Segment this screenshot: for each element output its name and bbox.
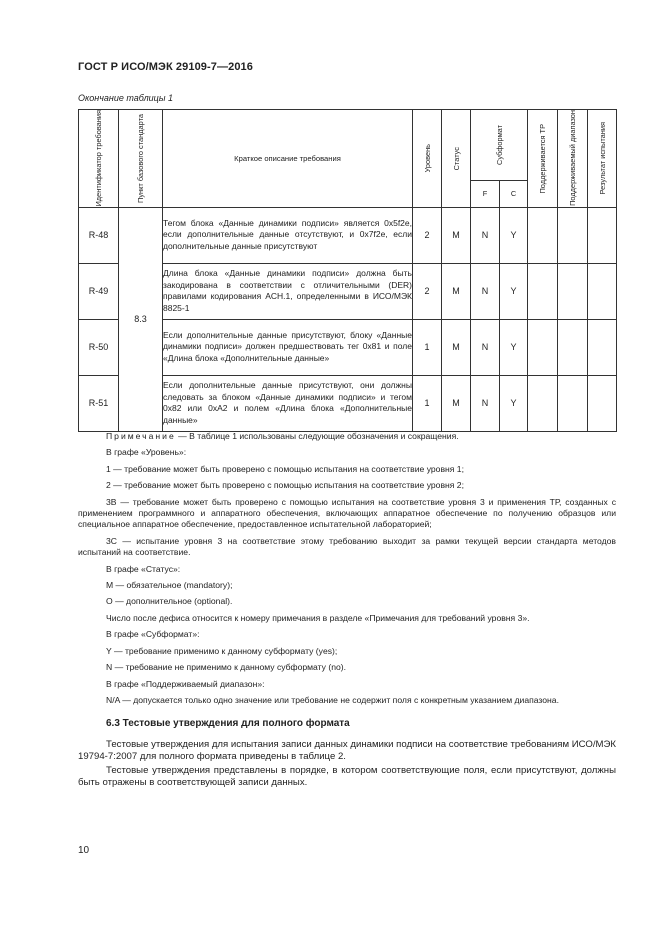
- row-status: M: [442, 319, 471, 375]
- header-level: Уровень: [413, 110, 442, 208]
- row-level: 1: [413, 319, 442, 375]
- row-subformat-f: N: [471, 375, 500, 431]
- requirements-table: [78, 109, 617, 432]
- header-result: Результат испытания: [588, 110, 617, 208]
- note-status-heading: В графе «Статус»:: [106, 563, 181, 574]
- header-subformat: Субформат: [471, 110, 528, 181]
- header-subformat-c: C: [500, 180, 528, 207]
- note-subformat-heading: В графе «Субформат»:: [106, 629, 200, 640]
- note-intro: [78, 431, 616, 442]
- row-description: Если дополнительные данные присутствуют, они должны следовать за блоком «Данные динамики подписи» и тегом 0x82 или 0xA2 и полем «Длина блока «Дополнительные данные»: [163, 375, 413, 431]
- row-id: R-48: [79, 207, 119, 263]
- note-hyphen: Число после дефиса относится к номеру примечания в разделе «Примечания для требований уровня 3».: [106, 612, 530, 623]
- note-subformat-n: N — требование не применимо к данному субформату (no).: [106, 662, 347, 673]
- row-supported-range: [558, 319, 588, 375]
- header-clause: Пункт базового стандарта: [119, 110, 163, 208]
- row-description: Длина блока «Данные динамики подписи» должна быть закодирована в соответствии с отличительными (DER) правилами кодирования ACH.1, определенными в ИСО/МЭК 8825-1: [163, 263, 413, 319]
- note-level-3c: 3С — испытание уровня 3 на соответствие этому требованию выходит за рамки текущей версии стандарта методов испытаний на соответствие.: [78, 535, 616, 558]
- row-subformat-c: Y: [500, 375, 528, 431]
- row-supported-range: [558, 375, 588, 431]
- row-subformat-c: Y: [500, 207, 528, 263]
- note-status-m: М — обязательное (mandatory);: [106, 580, 233, 591]
- row-subformat-c: Y: [500, 319, 528, 375]
- row-result: [588, 207, 617, 263]
- row-level: 1: [413, 375, 442, 431]
- row-status: M: [442, 375, 471, 431]
- row-supported-tr: [528, 263, 558, 319]
- row-result: [588, 263, 617, 319]
- note-range-heading: В графе «Поддерживаемый диапазон»:: [106, 678, 265, 689]
- header-supported-range: Поддерживаемый диапазон: [558, 110, 588, 208]
- row-subformat-f: N: [471, 207, 500, 263]
- row-supported-tr: [528, 375, 558, 431]
- row-id: R-51: [79, 375, 119, 431]
- header-description: Краткое описание требования: [163, 110, 413, 208]
- note-level-2: 2 — требование может быть проверено с помощью испытания на соответствие уровня 2;: [106, 480, 464, 491]
- row-status: M: [442, 207, 471, 263]
- header-subformat-f: F: [471, 180, 500, 207]
- row-supported-tr: [528, 319, 558, 375]
- row-supported-range: [558, 207, 588, 263]
- header-supported-tr: Поддерживается ТР: [528, 110, 558, 208]
- row-level: 2: [413, 207, 442, 263]
- row-id: R-49: [79, 263, 119, 319]
- note-range-na: N/A — допускается только одно значение или требование не содержит поля с конкретным указанием диапазона.: [106, 694, 559, 705]
- section-paragraph-2: Тестовые утверждения представлены в порядке, в котором соответствующие поля, если присутствуют, должны быть отражены в соответствующей записи данных.: [78, 765, 616, 788]
- row-description: Тегом блока «Данные динамики подписи» является 0x5f2e, если дополнительные данные отсутствуют, и 0x7f2e, если дополнительные данные присутствуют: [163, 207, 413, 263]
- header-status: Статус: [442, 110, 471, 208]
- note-subformat-y: Y — требование применимо к данному субформату (yes);: [106, 645, 338, 656]
- table-row: [79, 207, 617, 263]
- table-caption: Окончание таблицы 1: [78, 93, 173, 103]
- note-intro-text: — В таблице 1 использованы следующие обозначения и сокращения.: [175, 431, 459, 441]
- page-number: 10: [78, 845, 90, 856]
- table-notes: [78, 431, 616, 711]
- note-label: Примечание: [106, 431, 176, 441]
- section-title: 6.3 Тестовые утверждения для полного формата: [106, 718, 350, 729]
- row-supported-tr: [528, 207, 558, 263]
- row-description: Если дополнительные данные присутствуют, блоку «Данные динамики подписи» должен предшествовать тег 0x81 и поле «Длина блока «Дополнительные данные»: [163, 319, 413, 375]
- note-status-o: О — дополнительное (optional).: [106, 596, 233, 607]
- row-result: [588, 319, 617, 375]
- row-subformat-c: Y: [500, 263, 528, 319]
- document-header: ГОСТ Р ИСО/МЭК 29109-7—2016: [78, 61, 253, 73]
- row-status: M: [442, 263, 471, 319]
- section-body: [78, 739, 616, 791]
- row-supported-range: [558, 263, 588, 319]
- row-result: [588, 375, 617, 431]
- row-subformat-f: N: [471, 319, 500, 375]
- row-level: 2: [413, 263, 442, 319]
- section-paragraph-1: Тестовые утверждения для испытания записи данных динамики подписи на соответствие требованиям ИСО/МЭК 19794-7:2007 для полного формата приведены в таблице 2.: [78, 739, 616, 762]
- note-level-1: 1 — требование может быть проверено с помощью испытания на соответствие уровня 1;: [106, 463, 464, 474]
- row-subformat-f: N: [471, 263, 500, 319]
- row-id: R-50: [79, 319, 119, 375]
- note-level-3b: 3В — требование может быть проверено с помощью испытания на соответствие уровня 3 и применения ТР, созданных с применением программного и аппаратного обеспечения, включающих аппаратное обеспечение по получению образцов или специальное аппаратное обеспечение, предоставленное испытательной лабораторией;: [78, 496, 616, 530]
- row-clause: 8.3: [119, 207, 163, 431]
- note-level-heading: В графе «Уровень»:: [106, 447, 187, 458]
- header-id: Идентификатор требования: [79, 110, 119, 208]
